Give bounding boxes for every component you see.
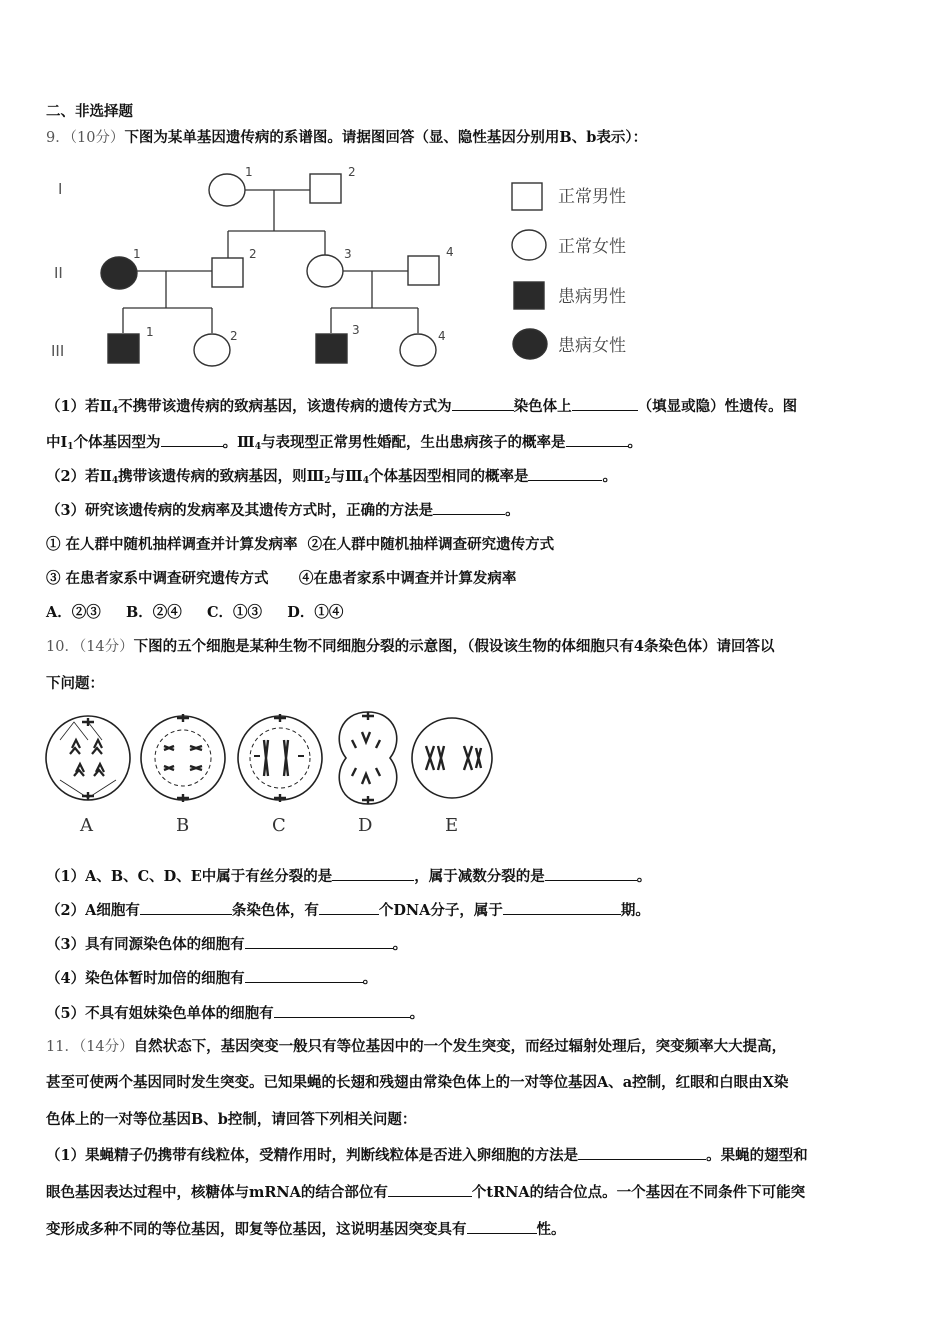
text: （4）染色体暂时加倍的细胞有	[46, 970, 245, 987]
pedigree-gen-III-label: III	[51, 342, 65, 360]
answer-blank[interactable]	[245, 968, 363, 983]
q9-sub1-line2	[46, 432, 642, 457]
text: 自然状态下，基因突变一般只有等位基因中的一个发生突变，而经过辐射处理后，突变频率大大提高，	[133, 1038, 787, 1055]
text: （5）不具有姐妹染色单体的细胞有	[46, 1005, 274, 1022]
pedigree-num: 3	[344, 247, 352, 261]
pedigree-I2-male	[310, 174, 341, 203]
pedigree-gen-I-label: I	[58, 180, 63, 198]
pedigree-num: 2	[348, 165, 356, 179]
pedigree-num: 1	[133, 247, 141, 261]
q9-options-line1: ① 在人群中随机抽样调查并计算发病率 ②在人群中随机抽样调查研究遗传方式	[46, 536, 555, 553]
q9-number: 9．	[46, 130, 70, 146]
text: 不携带该遗传病的致病基因，该遗传病的遗传方式为	[118, 398, 452, 415]
q11-sub1-line3	[46, 1219, 566, 1240]
cell-c	[238, 714, 322, 802]
legend-affected-male-label: 患病男性	[558, 287, 626, 307]
answer-blank[interactable]	[274, 1003, 410, 1018]
q11-number: 11．	[46, 1039, 79, 1055]
q9-stem-line	[46, 128, 647, 148]
cell-label-c: C	[272, 815, 286, 836]
q10-sub1	[46, 866, 651, 887]
text: 染色体上	[513, 398, 572, 415]
text: 期。	[620, 902, 650, 919]
cell-d	[339, 712, 396, 804]
legend-normal-male-symbol	[512, 183, 542, 210]
pedigree-II4-male	[408, 256, 439, 285]
text: （3）研究该遗传病的发病率及其遗传方式时，正确的方法是	[46, 502, 434, 519]
legend-affected-female-label: 患病女性	[558, 336, 626, 356]
text: 。果蝇的翅型和	[706, 1147, 808, 1164]
text: 与Ⅲ	[330, 468, 363, 485]
text: （1）A、B、C、D、E中属于有丝分裂的是	[46, 868, 333, 885]
cell-division-figure	[40, 700, 510, 840]
pedigree-num: 2	[249, 247, 257, 261]
pedigree-num: 4	[438, 329, 446, 343]
pedigree-num: 2	[230, 329, 238, 343]
q10-sub5	[46, 1003, 424, 1024]
q11-sub1-line2	[46, 1182, 805, 1203]
text: （2）A细胞有	[46, 902, 140, 919]
answer-blank[interactable]	[503, 900, 621, 915]
q11-stem-line1	[46, 1037, 786, 1057]
q11-score: （14分）	[78, 1039, 134, 1055]
answer-blank[interactable]	[452, 396, 514, 411]
q9-choices: A．②③ B．②④ C．①③ D．①④	[46, 604, 344, 621]
answer-blank[interactable]	[332, 866, 414, 881]
text: 眼色基因表达过程中，核糖体与mRNA的结合部位有	[46, 1184, 388, 1201]
subscript: 2	[324, 476, 331, 486]
q10-score: （14分）	[78, 639, 134, 655]
cell-b	[141, 714, 225, 802]
text: （1）果蝇精子仍携带有线粒体，受精作用时，判断线粒体是否进入卵细胞的方法是	[46, 1147, 579, 1164]
pedigree-II3-female	[307, 255, 343, 287]
answer-blank[interactable]	[566, 432, 628, 447]
text: 个体基因型为	[73, 434, 161, 451]
text: 。	[627, 434, 642, 451]
pedigree-num: 4	[446, 245, 454, 259]
pedigree-num: 3	[352, 323, 360, 337]
pedigree-III4-female	[400, 334, 436, 366]
q11-stem-line3: 色体上的一对等位基因B、b控制，请回答下列相关问题：	[46, 1111, 417, 1128]
q11-sub1-line1	[46, 1145, 808, 1166]
pedigree-II1-affected-female	[101, 257, 137, 289]
pedigree-num: 1	[146, 325, 154, 339]
text: 。	[362, 970, 378, 987]
legend-affected-female-symbol	[513, 329, 547, 359]
answer-blank[interactable]	[245, 934, 393, 949]
q9-sub1-line1	[46, 396, 797, 421]
q10-sub3	[46, 934, 407, 955]
pedigree-III1-affected-male	[108, 334, 139, 363]
q9-sub2	[46, 466, 617, 491]
legend-normal-female-symbol	[512, 230, 546, 260]
text: 中Ⅰ	[46, 434, 68, 451]
text: 个tRNA的结合位点。一个基因在不同条件下可能突	[471, 1184, 806, 1201]
q10-stem-line	[46, 637, 775, 657]
subscript: 4	[254, 442, 261, 452]
pedigree-num: 1	[245, 165, 253, 179]
text: （3）具有同源染色体的细胞有	[46, 936, 245, 953]
q10-sub4	[46, 968, 377, 989]
pedigree-III3-affected-male	[316, 334, 347, 363]
answer-blank[interactable]	[578, 1145, 706, 1160]
pedigree-I1-female	[209, 174, 245, 206]
text: （填显或隐）性遗传。图	[637, 398, 798, 415]
pedigree-II2-male	[212, 258, 243, 287]
text: 携带该遗传病的致病基因，则Ⅲ	[118, 468, 325, 485]
text: 。Ⅲ	[222, 434, 255, 451]
q11-stem-line2: 甚至可使两个基因同时发生突变。已知果蝇的长翅和残翅由常染色体上的一对等位基因A、a控制，红眼和白眼由X染	[46, 1074, 789, 1091]
cell-label-b: B	[176, 815, 190, 836]
subscript: 4	[111, 406, 119, 416]
text: 个DNA分子，属于	[378, 902, 503, 919]
answer-blank[interactable]	[528, 466, 602, 481]
cell-a	[46, 716, 130, 800]
q9-options-line2: ③ 在患者家系中调查研究遗传方式 ④在患者家系中调查并计算发病率	[46, 570, 517, 587]
answer-blank[interactable]	[161, 432, 223, 447]
section-title: 二、非选择题	[46, 103, 133, 120]
text: 。	[409, 1005, 425, 1022]
legend-normal-female-label: 正常女性	[558, 237, 626, 257]
answer-blank[interactable]	[572, 396, 638, 411]
q9-score: （10分）	[69, 130, 125, 146]
text: （2）若Ⅱ	[46, 468, 112, 485]
text: 。	[602, 468, 617, 485]
text: 。	[636, 868, 652, 885]
cell-label-d: D	[358, 815, 373, 836]
text: 性。	[536, 1221, 566, 1238]
q10-number: 10．	[46, 639, 79, 655]
q9-stem: 下图为某单基因遗传病的系谱图。请据图回答（显、隐性基因分别用B、b表示）：	[124, 129, 648, 146]
answer-blank[interactable]	[319, 900, 379, 915]
pedigree-III2-female	[194, 334, 230, 366]
answer-blank[interactable]	[545, 866, 637, 881]
cell-label-e: E	[445, 815, 459, 836]
q10-stem-line2: 下问题：	[46, 675, 104, 692]
q9-sub3	[46, 500, 520, 521]
legend-normal-male-label: 正常男性	[558, 187, 626, 207]
pedigree-gen-II-label: II	[54, 264, 63, 282]
answer-blank[interactable]	[140, 900, 232, 915]
answer-blank[interactable]	[433, 500, 505, 515]
text: 。	[392, 936, 408, 953]
legend-affected-male-symbol	[514, 282, 544, 309]
text: 。	[505, 502, 520, 519]
cell-e	[412, 718, 492, 798]
subscript: 4	[111, 476, 119, 486]
text: ，属于减数分裂的是	[414, 868, 545, 885]
text: 条染色体，有	[231, 902, 319, 919]
answer-blank[interactable]	[467, 1219, 537, 1234]
text: （1）若Ⅱ	[46, 398, 112, 415]
subscript: 1	[67, 442, 74, 452]
q10-sub2	[46, 900, 650, 921]
cell-label-a: A	[80, 815, 93, 836]
text: 个体基因型相同的概率是	[368, 468, 529, 485]
text: 变形成多种不同的等位基因，即复等位基因，这说明基因突变具有	[46, 1221, 467, 1238]
answer-blank[interactable]	[388, 1182, 472, 1197]
q10-stem: 下图的五个细胞是某种生物不同细胞分裂的示意图，（假设该生物的体细胞只有4条染色体）请回答以	[133, 638, 775, 655]
pedigree-chart	[46, 158, 666, 373]
subscript: 4	[362, 476, 369, 486]
text: 与表现型正常男性婚配，生出患病孩子的概率是	[261, 434, 566, 451]
